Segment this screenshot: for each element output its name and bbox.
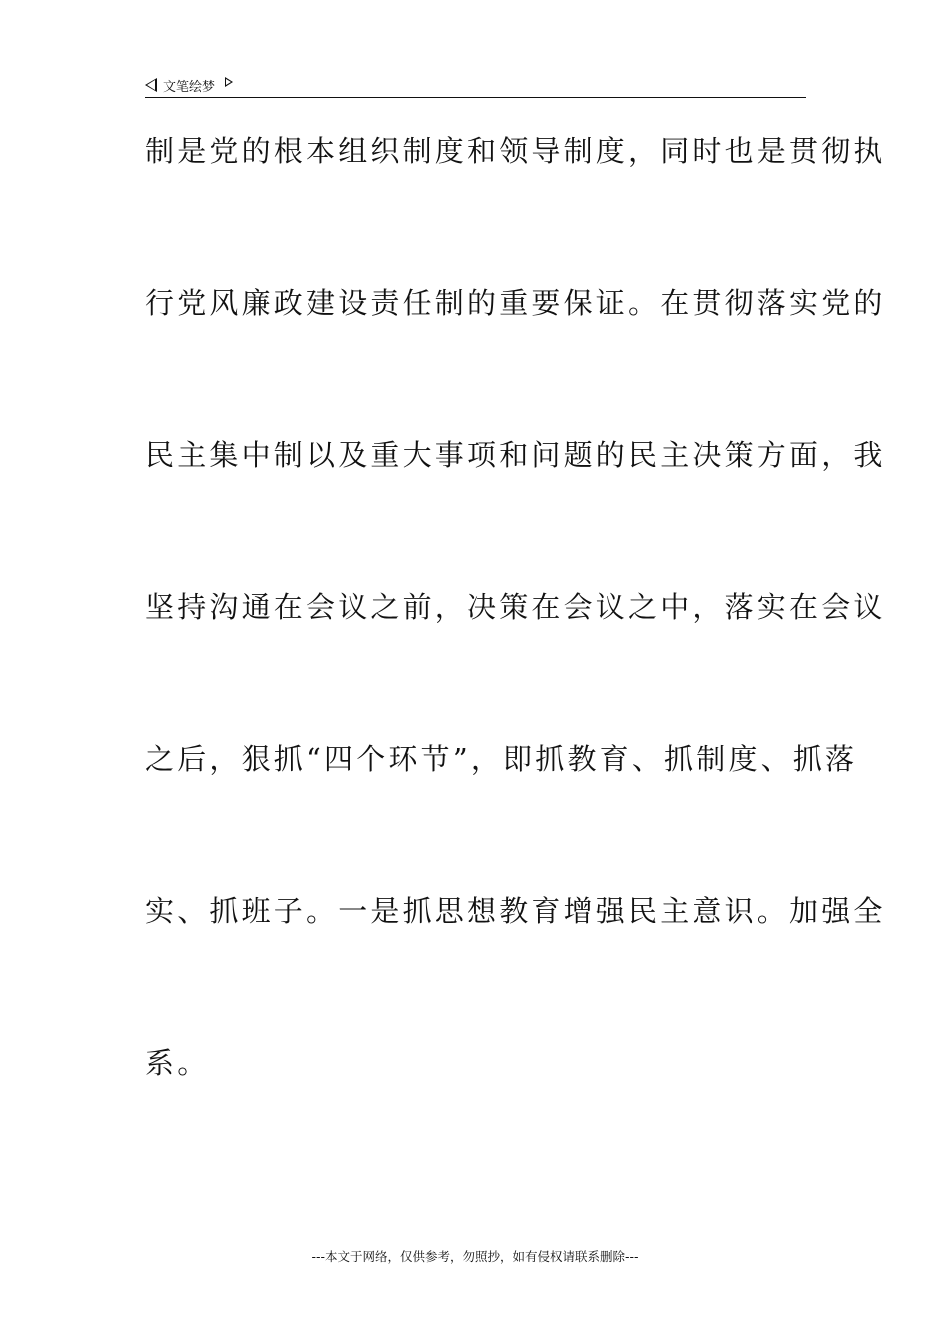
text-line: 实、抓班子。一是抓思想教育增强民主意识。加强全 — [145, 894, 886, 928]
text-line: 行党风廉政建设责任制的重要保证。在贯彻落实党的 — [145, 286, 886, 320]
text-line: 制是党的根本组织制度和领导制度，同时也是贯彻执 — [145, 134, 886, 168]
page-header — [145, 72, 806, 98]
right-triangle-icon — [225, 77, 233, 87]
text-line: 民主集中制以及重大事项和问题的民主决策方面，我 — [145, 438, 886, 472]
page-footer: ---本文于网络，仅供参考，勿照抄，如有侵权请联系删除--- — [311, 1249, 639, 1264]
header-divider — [145, 97, 806, 98]
text-line: 之后，狠抓“四个环节”，即抓教育、抓制度、抓落 — [145, 742, 858, 776]
text-line: 坚持沟通在会议之前，决策在会议之中，落实在会议 — [145, 590, 886, 624]
left-triangle-icon — [145, 78, 157, 92]
body-text — [145, 128, 886, 1192]
text-line: 系。 — [145, 1046, 210, 1080]
header-title: 文笔绘梦 — [163, 79, 216, 95]
